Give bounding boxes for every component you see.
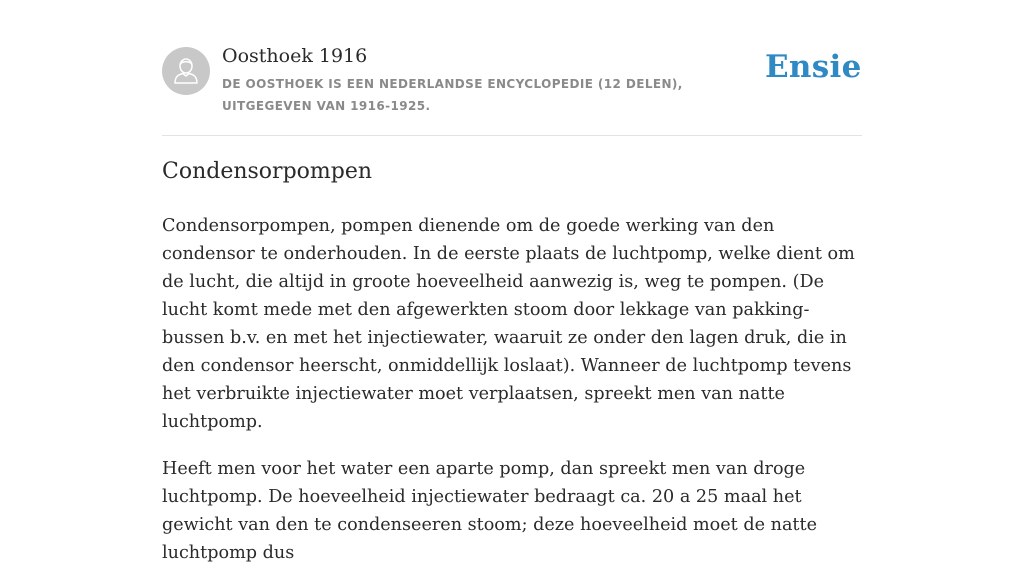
source-name[interactable]: Oosthoek 1916: [222, 45, 368, 67]
source-header: [162, 0, 862, 136]
source-description: DE OOSTHOEK IS EEN NEDERLANDSE ENCYCLOPEDIE (12 DELEN), UITGEGEVEN VAN 1916-1925.: [222, 77, 683, 113]
source-avatar[interactable]: [162, 47, 210, 95]
article-paragraph: Heeft men voor het water een aparte pomp, dan spreekt men van droge luchtpomp. De hoeveelheid injectiewater bedraagt ca. 20 a 25 maal het gewicht van den te condenseeren stoom; deze hoeveelheid moet de natte luchtpomp dus: [162, 459, 817, 563]
user-silhouette-icon: [162, 47, 210, 95]
content-container: [162, 0, 862, 563]
article-title: Condensorpompen: [162, 159, 373, 184]
article-paragraph: Condensorpompen, pompen dienende om de goede werking van den condensor te onderhouden. In de eerste plaats de luchtpomp, welke dient om de lucht, die altijd in groote hoeveelheid aanwezig is, weg te pompen. (De lucht komt mede met den afgewerkten stoom door lekkage van pakking-bussen b.v. en met het injectiewater, waaruit ze onder den lagen druk, die in den condensor heerscht, onmiddellijk loslaat). Wanneer de luchtpomp tevens het verbruikte injectiewater moet verplaatsen, spreekt men van natte luchtpomp.: [162, 216, 855, 432]
article-body: [162, 212, 862, 586]
site-logo[interactable]: Ensie: [765, 49, 862, 85]
